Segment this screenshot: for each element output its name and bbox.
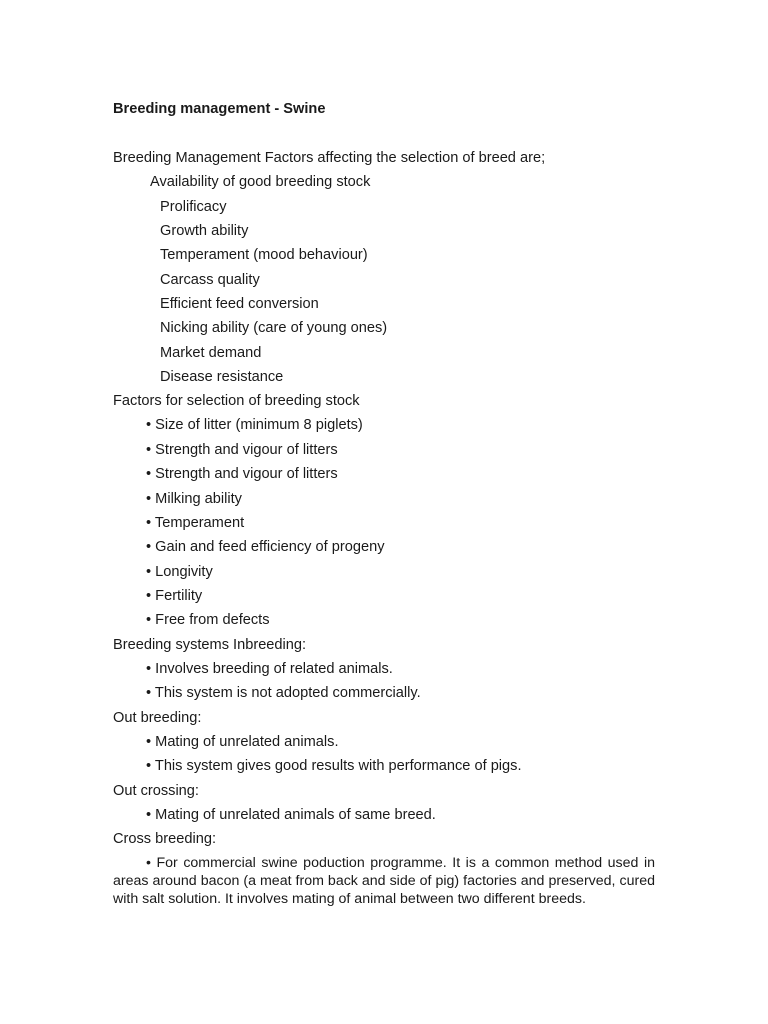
- inbreeding-point: • This system is not adopted commercially.: [146, 685, 421, 701]
- crossbreeding-heading: Cross breeding:: [113, 831, 217, 847]
- stock-factor-item: • Temperament: [146, 515, 245, 531]
- breed-factor-item: Carcass quality: [160, 272, 260, 288]
- breed-factor-item: Disease resistance: [160, 369, 284, 385]
- stock-factor-item: • Fertility: [146, 588, 203, 604]
- stock-factor-item: • Size of litter (minimum 8 piglets): [146, 417, 363, 433]
- breed-factor-item: Prolificacy: [160, 199, 227, 215]
- crossbreeding-paragraph: • For commercial swine poduction programme. It is a common method used in areas around bacon (a meat from back and side of pig) factories and preserved, cured with salt solution. It involves mating of animal between two different breeds.: [113, 855, 655, 907]
- stock-heading: Factors for selection of breeding stock: [113, 393, 360, 409]
- outbreeding-point: • Mating of unrelated animals.: [146, 734, 339, 750]
- document-title: Breeding management - Swine: [113, 101, 326, 117]
- breed-factor-item: Growth ability: [160, 223, 249, 239]
- breed-factor-item: Market demand: [160, 345, 262, 361]
- stock-factor-item: • Strength and vigour of litters: [146, 442, 338, 458]
- stock-factor-item: • Gain and feed efficiency of progeny: [146, 539, 385, 555]
- breed-factor-item: Nicking ability (care of young ones): [160, 320, 388, 336]
- stock-factor-item: • Longivity: [146, 564, 213, 580]
- outbreeding-heading: Out breeding:: [113, 710, 202, 726]
- availability-heading: Availability of good breeding stock: [150, 174, 371, 190]
- outcrossing-heading: Out crossing:: [113, 783, 199, 799]
- outbreeding-point: • This system gives good results with performance of pigs.: [146, 758, 522, 774]
- intro-text: Breeding Management Factors affecting the selection of breed are;: [113, 150, 546, 166]
- stock-factor-item: • Strength and vigour of litters: [146, 466, 338, 482]
- breed-factor-item: Efficient feed conversion: [160, 296, 319, 312]
- stock-factor-item: • Milking ability: [146, 491, 242, 507]
- outcrossing-point: • Mating of unrelated animals of same breed.: [146, 807, 436, 823]
- inbreeding-heading: Breeding systems Inbreeding:: [113, 637, 307, 653]
- inbreeding-point: • Involves breeding of related animals.: [146, 661, 393, 677]
- breed-factor-item: Temperament (mood behaviour): [160, 247, 368, 263]
- stock-factor-item: • Free from defects: [146, 612, 270, 628]
